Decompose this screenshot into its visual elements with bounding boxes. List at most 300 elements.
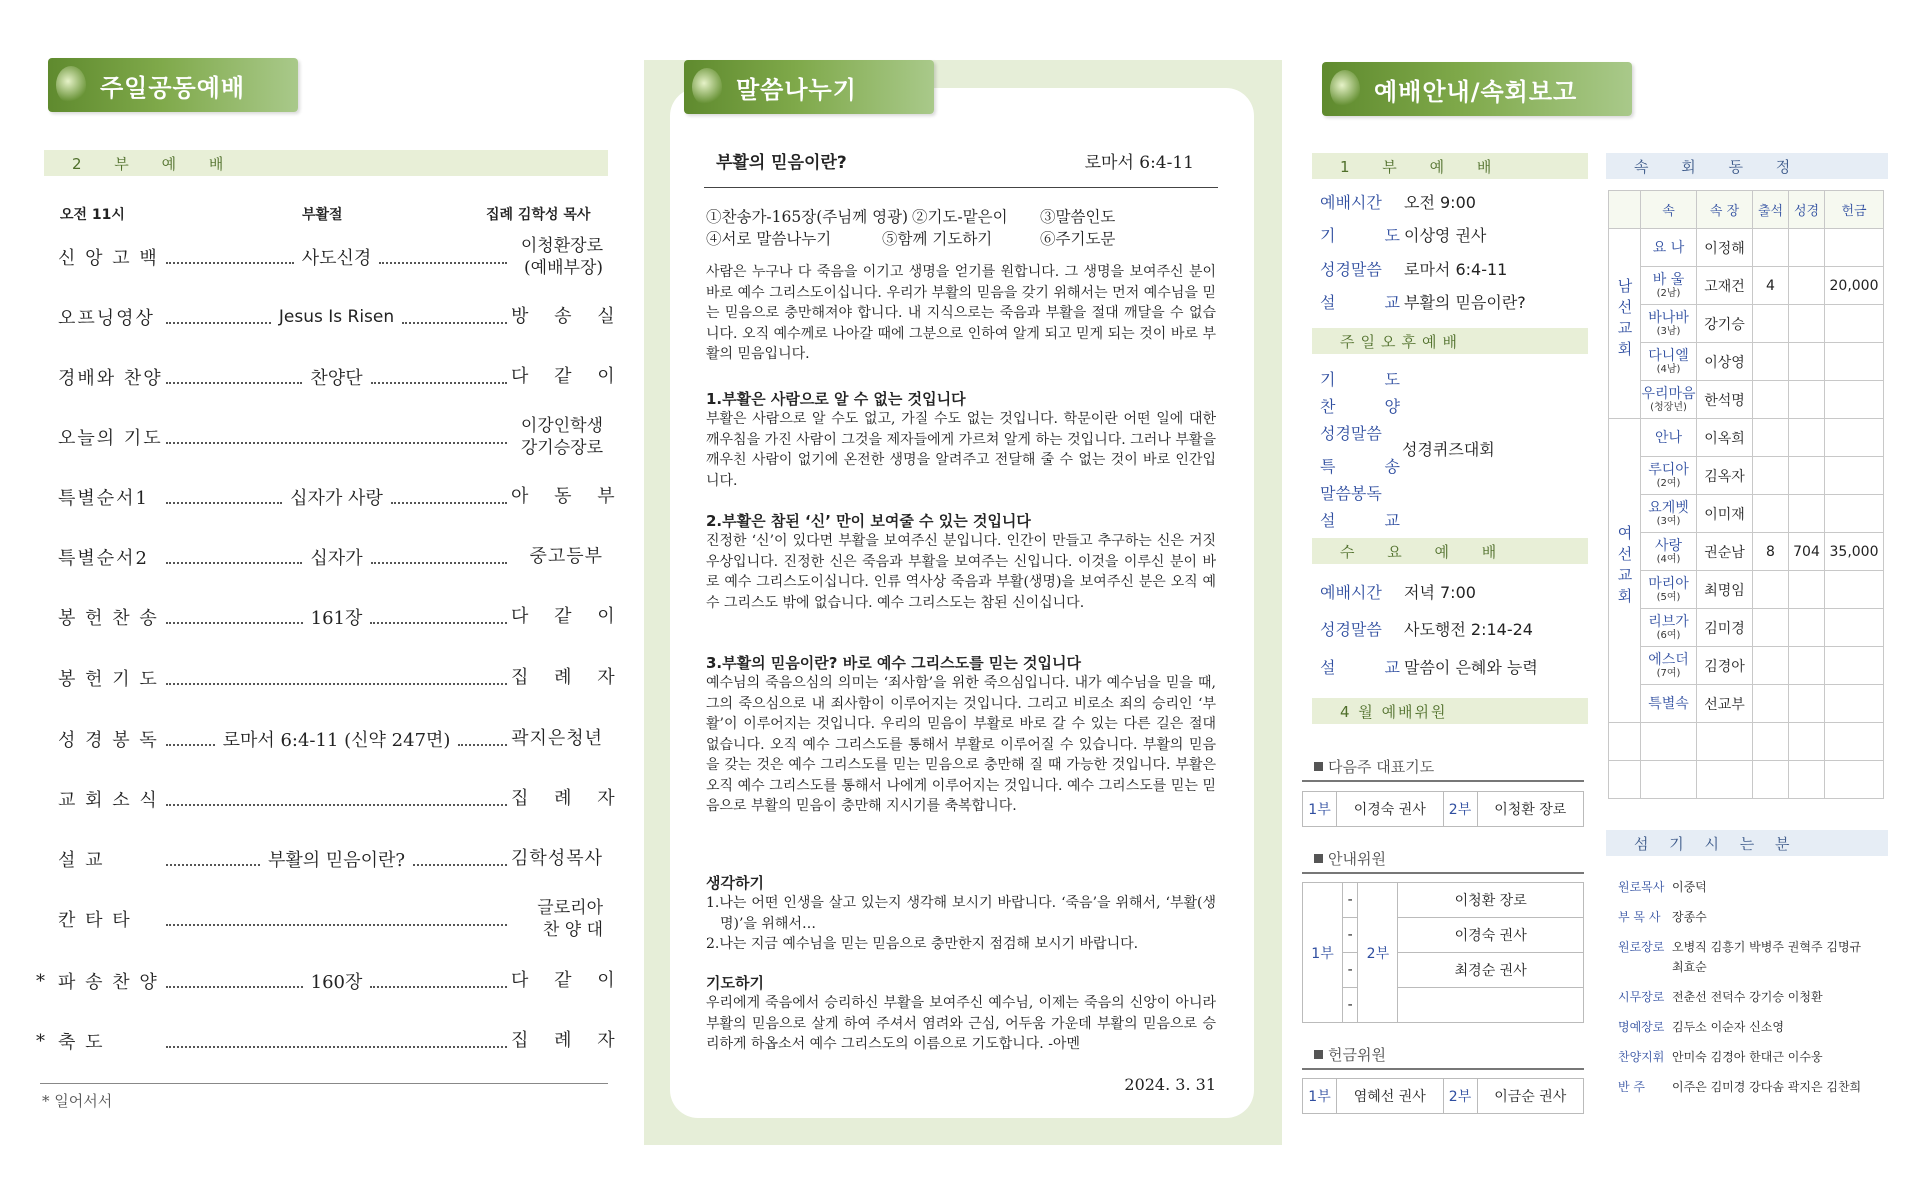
- cell-offering: [1825, 229, 1884, 267]
- cell-name-text: 리브가: [1648, 614, 1689, 630]
- leader-dots: [458, 744, 507, 746]
- bulletin-date: 2024. 3. 31: [1124, 1075, 1216, 1094]
- cell-name-text: 바나바: [1648, 310, 1689, 326]
- order-item-3: ③말씀인도: [1040, 208, 1116, 226]
- leader-line-1: 집 례 자: [511, 1030, 625, 1051]
- cell-name: [1641, 229, 1697, 267]
- servant-names: [1672, 988, 1823, 1005]
- cell-name: [1641, 457, 1697, 495]
- service-row: [58, 896, 603, 942]
- servants-section: 섬 기 시 는 분: [1606, 830, 1888, 856]
- april-committee-section: 4 월 예배위원: [1312, 698, 1588, 724]
- cell-name-text: 사랑: [1654, 538, 1683, 554]
- standing-mark: *: [36, 970, 45, 992]
- think-item-1: 1.나는 어떤 인생을 살고 있는지 생각해 보시기 바랍니다. ‘죽음’을 위해서, ‘부활(생명)’을 위해서…: [706, 895, 1216, 932]
- cell-row: [1609, 229, 1884, 267]
- cell-leader: 김옥자: [1697, 457, 1753, 495]
- service-item-leader: [511, 897, 603, 941]
- cell-offering: [1825, 419, 1884, 457]
- info-value: 부활의 믿음이란?: [1404, 293, 1526, 312]
- cell-attendance: [1753, 419, 1789, 457]
- cell-header: 성경: [1789, 191, 1825, 229]
- offering-table: [1302, 1078, 1584, 1114]
- servant-names-line: 오병직 김흥기 박병주 권혁주 김명규: [1672, 940, 1862, 954]
- mission-group-label: [1609, 419, 1641, 723]
- cell-row: [1609, 305, 1884, 343]
- left-bottom-rule: [40, 1083, 608, 1084]
- cell-offering: [1825, 457, 1884, 495]
- usher-1-4: -: [1343, 988, 1358, 1023]
- info-value: 이상영 권사: [1404, 226, 1487, 245]
- cell-leader: 이옥희: [1697, 419, 1753, 457]
- cell-name-sub: (7여): [1656, 668, 1681, 679]
- offering-part-1: 1부: [1303, 1079, 1337, 1114]
- leader-line-1: 글로리아: [537, 898, 603, 918]
- leader-dots: [371, 562, 507, 564]
- service-row: [36, 1018, 625, 1064]
- offering-heading: 헌금위원: [1314, 1044, 1386, 1065]
- cell-name: [1641, 685, 1697, 723]
- cell-row: [1609, 685, 1884, 723]
- service-item-name: 오프닝영상: [58, 308, 155, 329]
- cell-attendance: 8: [1753, 533, 1789, 571]
- wednesday-service-section: 수 요 예 배: [1312, 538, 1588, 564]
- info-label: 설 교: [1320, 658, 1422, 677]
- servant-row: [1618, 988, 1823, 1005]
- cell-header: 헌금: [1825, 191, 1884, 229]
- order-item-5: ⑤함께 기도하기: [882, 230, 993, 248]
- afternoon-label-row: [1320, 454, 1422, 477]
- afternoon-label: 설 교: [1320, 511, 1422, 530]
- leader-dots: [166, 924, 507, 926]
- cell-attendance: [1753, 229, 1789, 267]
- service-row: [58, 414, 603, 460]
- cell-name-text: 에스더: [1648, 652, 1689, 668]
- cell-leader: 최명임: [1697, 571, 1753, 609]
- cell-bible: [1789, 647, 1825, 685]
- leader-dots: [166, 262, 294, 264]
- next-prayer-rule: [1302, 780, 1584, 782]
- cell-name-text: 루디아: [1648, 462, 1689, 478]
- service-item-detail: Jesus Is Risen: [278, 307, 395, 327]
- cell-name-text: 우리마음: [1641, 386, 1696, 402]
- cell-offering: [1825, 343, 1884, 381]
- cell-empty-row: [1609, 723, 1884, 761]
- point-2-heading: 2.부활은 참된 ‘신’ 만이 보여줄 수 있는 것입니다: [706, 512, 1031, 530]
- point-2-body: 진정한 ‘신’이 있다면 부활을 보여주신 분입니다. 인간이 만들고 추구하는 신은 거짓 우상입니다. 진정한 신은 죽음과 부활을 보여주는 신입니다. 이것을 이루신 분이 바로 예수 그리스도이십니다. 인류 역사상 죽음과 부활(생명)을 보여주신 분은 오직 예수 그리스도 밖에 없습니다. 예수 그리스도는 참된 신이십니다.: [706, 533, 1216, 611]
- cell-name-text: 바 울: [1652, 272, 1685, 288]
- cell-leader: 이미재: [1697, 495, 1753, 533]
- info-row: [1320, 290, 1526, 313]
- offering-name-2: 이금순 권사: [1477, 1079, 1584, 1114]
- afternoon-label: 말씀봉독: [1320, 484, 1382, 503]
- next-prayer-name-2: 이청환 장로: [1477, 792, 1584, 827]
- cell-offering: [1825, 647, 1884, 685]
- cell-row: [1609, 571, 1884, 609]
- cell-name-sub: (5여): [1656, 592, 1681, 603]
- leader-dots: [371, 382, 507, 384]
- info-label: 성경말씀: [1320, 260, 1382, 279]
- cell-row: [1609, 343, 1884, 381]
- service-row: [58, 655, 625, 701]
- leader-dots: [370, 986, 507, 988]
- servant-names: [1672, 908, 1707, 925]
- service-item-leader: [511, 606, 625, 628]
- point-1-body: 부활은 사람으로 알 수도 없고, 가질 수도 없는 것입니다. 학문이란 어떤 일에 대한 깨우침을 가진 사람이 그것을 제자들에게 가르쳐 알게 하는 것입니다. 그러나 부활을 깨우친 사람이 없기에 온전한 생명을 알려주고 전달해 줄 수 없는 것이 바로 인간입니다.: [706, 411, 1216, 489]
- cell-name-sub: (4남): [1656, 364, 1681, 375]
- first-service-section: 1 부 예 배: [1312, 153, 1588, 179]
- cell-header: 속 장: [1697, 191, 1753, 229]
- leader-line-1: 다 같 이: [511, 970, 625, 991]
- usher-2-4: [1398, 988, 1584, 1023]
- servant-names: [1672, 1048, 1823, 1065]
- info-value: 말씀이 은혜와 능력: [1404, 658, 1538, 677]
- leader-dots: [166, 804, 507, 806]
- servant-role: 부 목 사: [1618, 910, 1661, 924]
- cell-attendance: [1753, 571, 1789, 609]
- servant-names-line: 안미숙 김경아 한대근 이수웅: [1672, 1050, 1823, 1064]
- cell-offering: [1825, 685, 1884, 723]
- order-item-2: ②기도-맡은이: [912, 208, 1008, 226]
- cell-name-text: 다니엘: [1648, 348, 1689, 364]
- offering-name-1: 염혜선 권사: [1337, 1079, 1444, 1114]
- service-item-name: 칸 타 타: [58, 910, 132, 931]
- next-prayer-heading: 다음주 대표기도: [1314, 756, 1434, 777]
- info-value: 로마서 6:4-11: [1404, 260, 1508, 279]
- cell-name-text: 요게벳: [1648, 500, 1689, 516]
- service-row: [58, 294, 625, 340]
- ushers-part-1: 1부: [1303, 883, 1343, 1023]
- servant-row: [1618, 938, 1861, 975]
- cell-bible: [1789, 343, 1825, 381]
- cell-name: [1641, 571, 1697, 609]
- service-row: [58, 716, 603, 762]
- cell-name-sub: (6여): [1656, 630, 1681, 641]
- leader-dots: [166, 502, 282, 504]
- second-service-section: 2 부 예 배: [44, 150, 608, 176]
- servant-row: [1618, 1018, 1784, 1035]
- service-item-leader: [511, 415, 603, 459]
- leader-dots: [166, 322, 271, 324]
- usher-2-2: 이경숙 권사: [1398, 918, 1584, 953]
- servant-role: 시무장로: [1618, 990, 1665, 1004]
- service-row: [58, 836, 603, 882]
- service-item-detail: 십자가 사랑: [290, 488, 383, 509]
- cell-report-section: 속 회 동 정: [1606, 153, 1888, 179]
- leader-dots: [166, 562, 302, 564]
- pray-heading: 기도하기: [706, 974, 764, 992]
- service-item-leader: [511, 667, 625, 689]
- service-item-name: 특별순서1: [58, 488, 150, 509]
- order-item-4: ④서로 말씀나누기: [706, 230, 832, 248]
- cell-leader: 한석명: [1697, 381, 1753, 419]
- leader-line-1: 이강인학생: [520, 416, 603, 436]
- cell-attendance: 4: [1753, 267, 1789, 305]
- service-row: [58, 234, 603, 280]
- cell-attendance: [1753, 305, 1789, 343]
- offering-rule: [1302, 1068, 1584, 1070]
- usher-2-1: 이청환 장로: [1398, 883, 1584, 918]
- leader-line-1: 아 동 부: [511, 486, 625, 507]
- service-item-name: 경배와 찬양: [58, 368, 163, 389]
- leader-line-2: (예배부장): [524, 258, 603, 278]
- service-item-name: 교 회 소 식: [58, 790, 159, 811]
- usher-1-3: -: [1343, 953, 1358, 988]
- usher-1-2: -: [1343, 918, 1358, 953]
- info-label: 기 도: [1320, 226, 1422, 245]
- cell-row: [1609, 533, 1884, 571]
- leader-line-1: 집 례 자: [511, 667, 625, 688]
- servant-names-line: 장종수: [1672, 910, 1707, 924]
- cell-header-row: [1609, 191, 1884, 229]
- leader-dots: [166, 986, 303, 988]
- leader-line-1: 다 같 이: [511, 606, 625, 627]
- cell-name-sub: (4여): [1656, 554, 1681, 565]
- servant-role: 원로장로: [1618, 940, 1665, 954]
- service-item-name: 축 도: [58, 1032, 105, 1053]
- leader-dots: [413, 864, 507, 866]
- info-row: [1320, 223, 1486, 246]
- cell-bible: [1789, 419, 1825, 457]
- cell-empty-row: [1609, 761, 1884, 799]
- cell-name: [1641, 495, 1697, 533]
- leader-dots: [166, 622, 303, 624]
- service-row: [58, 474, 625, 520]
- next-prayer-table: [1302, 791, 1584, 827]
- service-item-leader: [511, 848, 603, 870]
- cell-bible: [1789, 457, 1825, 495]
- cell-name: [1641, 609, 1697, 647]
- point-1-heading: 1.부활은 사람으로 알 수 없는 것입니다: [706, 390, 966, 408]
- think-item-2: 2.나는 지금 예수님을 믿는 믿음으로 충만한지 점검해 보시기 바랍니다.: [706, 936, 1139, 952]
- leader-dots: [391, 502, 507, 504]
- cell-bible: [1789, 305, 1825, 343]
- ushers-rule: [1302, 872, 1584, 874]
- servant-role: 명예장로: [1618, 1020, 1665, 1034]
- cell-bible: 704: [1789, 533, 1825, 571]
- usher-1-1: -: [1343, 883, 1358, 918]
- ushers-part-2: 2부: [1358, 883, 1398, 1023]
- pray-text: 우리에게 죽음에서 승리하신 부활을 보여주신 예수님, 이제는 죽음의 신앙이 아니라 부활의 믿음으로 살게 하여 주셔서 염려와 근심, 어두움 가운데 부활의 믿음으로 승리하게 하옵소서 예수 그리스도의 이름으로 기도합니다. -아멘: [706, 995, 1216, 1052]
- cell-leader: 이정해: [1697, 229, 1753, 267]
- leader-line-2: 찬 양 대: [542, 920, 603, 940]
- info-row: [1320, 617, 1533, 640]
- cell-attendance: [1753, 685, 1789, 723]
- service-item-leader: [511, 970, 625, 992]
- mission-group-text: 여선교회: [1615, 524, 1634, 609]
- service-item-name: 신 앙 고 백: [58, 248, 159, 269]
- service-item-detail: 사도신경: [301, 248, 372, 269]
- title-rule: [704, 187, 1218, 188]
- cell-name-sub: (2남): [1656, 288, 1681, 299]
- leader-line-1: 다 같 이: [511, 366, 625, 387]
- service-row: [58, 594, 625, 640]
- cell-row: [1609, 609, 1884, 647]
- cell-bible: [1789, 381, 1825, 419]
- cell-name-sub: (3남): [1656, 326, 1681, 337]
- point-3-heading: 3.부활의 믿음이란? 바로 예수 그리스도를 믿는 것입니다: [706, 654, 1081, 672]
- leader-line-1: 이청환장로: [520, 236, 603, 256]
- cell-offering: [1825, 381, 1884, 419]
- leader-line-2: 강기승장로: [520, 438, 603, 458]
- cell-attendance: [1753, 609, 1789, 647]
- cell-header: 출석: [1753, 191, 1789, 229]
- afternoon-label-row: [1320, 481, 1404, 504]
- cell-name-text: 마리아: [1648, 576, 1689, 592]
- cell-offering: [1825, 305, 1884, 343]
- cell-offering: [1825, 609, 1884, 647]
- cell-name: [1641, 419, 1697, 457]
- cell-offering: 20,000: [1825, 267, 1884, 305]
- cell-name-sub: (청장년): [1650, 402, 1687, 413]
- leader-line-1: 중고등부: [529, 546, 604, 567]
- service-item-leader: [511, 546, 603, 568]
- servant-names: [1672, 878, 1707, 895]
- service-item-detail: 로마서 6:4-11 (신약 247면): [222, 730, 451, 751]
- info-value: 사도행전 2:14-24: [1404, 620, 1533, 639]
- service-time: 오전 11시: [60, 207, 125, 223]
- cell-leader: 강기승: [1697, 305, 1753, 343]
- service-item-leader: [511, 306, 625, 328]
- servant-role: 원로목사: [1618, 880, 1665, 894]
- info-label: 성경말씀: [1320, 620, 1382, 639]
- cell-row: [1609, 381, 1884, 419]
- cell-header: 속: [1641, 191, 1697, 229]
- servant-row: [1618, 908, 1707, 925]
- cell-row: [1609, 267, 1884, 305]
- servant-names: [1672, 1018, 1784, 1035]
- cell-row: [1609, 495, 1884, 533]
- info-row: [1320, 655, 1538, 678]
- servant-role: 찬양지휘: [1618, 1050, 1665, 1064]
- cell-row: [1609, 457, 1884, 495]
- service-officiant: 집례 김학성 목사: [486, 207, 591, 223]
- cell-name-sub: (3여): [1656, 516, 1681, 527]
- service-item-leader: [511, 788, 625, 810]
- offering-part-2: 2부: [1443, 1079, 1477, 1114]
- ushers-heading: 안내위원: [1314, 848, 1386, 869]
- cell-attendance: [1753, 647, 1789, 685]
- service-item-detail: 찬양단: [310, 368, 363, 389]
- service-item-detail: 부활의 믿음이란?: [267, 850, 406, 871]
- cell-bible: [1789, 685, 1825, 723]
- leader-line-1: 김학성목사: [511, 848, 603, 869]
- cell-bible: [1789, 495, 1825, 533]
- service-occasion: 부활절: [302, 207, 343, 223]
- service-item-detail: 161장: [310, 608, 363, 629]
- leader-dots: [166, 382, 302, 384]
- afternoon-label: 기 도: [1320, 370, 1422, 389]
- cell-name-text: 안나: [1654, 429, 1683, 446]
- service-item-detail: 160장: [310, 972, 363, 993]
- order-item-6: ⑥주기도문: [1040, 230, 1116, 248]
- usher-2-3: 최경순 권사: [1398, 953, 1584, 988]
- service-item-detail: 십자가: [310, 548, 363, 569]
- cell-leader: 이상영: [1697, 343, 1753, 381]
- cell-offering: [1825, 571, 1884, 609]
- standing-mark: *: [36, 1030, 45, 1052]
- cell-leader: 김경아: [1697, 647, 1753, 685]
- cell-name: [1641, 267, 1697, 305]
- afternoon-note: 성경퀴즈대회: [1402, 440, 1495, 459]
- cell-row: [1609, 419, 1884, 457]
- info-label: 예배시간: [1320, 193, 1382, 212]
- sermon-title: 부활의 믿음이란?: [716, 153, 847, 173]
- afternoon-label: 특 송: [1320, 457, 1422, 476]
- cell-bible: [1789, 229, 1825, 267]
- leader-dots: [166, 864, 260, 866]
- cell-attendance: [1753, 457, 1789, 495]
- next-prayer-part-2: 2부: [1443, 792, 1477, 827]
- servant-names-line: 이중덕: [1672, 880, 1707, 894]
- leader-dots: [370, 622, 507, 624]
- service-item-leader: [511, 728, 603, 750]
- cell-leader: 선교부: [1697, 685, 1753, 723]
- afternoon-service-section: 주일오후예배: [1312, 328, 1588, 354]
- mission-group-label: [1609, 229, 1641, 419]
- servant-role: 반 주: [1618, 1080, 1645, 1094]
- cell-name: [1641, 533, 1697, 571]
- cell-offering: 35,000: [1825, 533, 1884, 571]
- service-item-leader: [511, 1030, 625, 1052]
- cell-name-text: 특별속: [1648, 695, 1689, 712]
- afternoon-label: 성경말씀: [1320, 424, 1382, 443]
- cell-header-blank: [1609, 191, 1641, 229]
- standing-footnote: * 일어서서: [42, 1092, 113, 1110]
- afternoon-label-row: [1320, 394, 1422, 417]
- info-value: 오전 9:00: [1404, 193, 1476, 212]
- service-row: [36, 958, 625, 1004]
- next-prayer-part-1: 1부: [1303, 792, 1337, 827]
- cell-attendance: [1753, 343, 1789, 381]
- servant-names-line: 이주은 김미경 강다솜 곽지은 김찬희: [1672, 1080, 1862, 1094]
- leader-dots: [379, 262, 507, 264]
- afternoon-label-row: [1320, 367, 1422, 390]
- servant-row: [1618, 1078, 1861, 1095]
- cell-row: [1609, 647, 1884, 685]
- cell-name-text: 요 나: [1652, 239, 1685, 256]
- service-item-name: 파 송 찬 양: [58, 972, 159, 993]
- cell-report-table: [1608, 190, 1884, 799]
- notice-banner: 예배안내/속회보고: [1322, 62, 1632, 116]
- point-3-body: 예수님의 죽음으심의 의미는 ‘죄사함’을 위한 죽으심입니다. 내가 예수님을 믿을 때, 그의 죽으심으로 내 죄사함이 이루어지는 것입니다. 그리고 비로소 죄의 승리인 ‘부활’이 이루어지는 것입니다. 우리의 믿음이 부활로 바로 갈 수 있는 다른 길은 절대 없습니다. 오직 예수 그리스도를 통해서 부활로 이루어질 수 있습니다. 부활의 믿음을 갖는 것은 예수 그리스도를 믿는 믿음으로 충만해 질 때 가능한 것입니다. 부활은 오직 예수 그리스도를 통해서 나에게 이루어지는 것입니다. 예수 그리스도를 믿는 믿음으로 부활의 믿음이 충만해 지시기를 축복합니다.: [706, 675, 1216, 814]
- think-heading: 생각하기: [706, 874, 764, 892]
- next-prayer-name-1: 이경숙 권사: [1337, 792, 1444, 827]
- sermon-intro: 사람은 누구나 다 죽음을 이기고 생명을 얻기를 원합니다. 그 생명을 보여주신 분이 바로 예수 그리스도이십니다. 우리가 부활의 믿음을 갖기 위해서는 먼저 예수님을 믿는 믿음으로 충만해져야 합니다. 내 지식으로는 죽음과 부활을 절대 깨달을 수 없습니다. 오직 예수께로 나아갈 때에 그분으로 인하여 알게 되고 믿게 되는 것이 바로 부활의 믿음입니다.: [706, 264, 1216, 362]
- info-row: [1320, 190, 1476, 213]
- cell-name: [1641, 305, 1697, 343]
- afternoon-label-row: [1320, 421, 1404, 444]
- service-row: [58, 776, 625, 822]
- leader-dots: [166, 683, 507, 685]
- leader-line-1: 방 송 실: [511, 306, 625, 327]
- cell-bible: [1789, 571, 1825, 609]
- cell-name: [1641, 381, 1697, 419]
- service-item-leader: [511, 486, 625, 508]
- mission-group-text: 남선교회: [1615, 277, 1634, 362]
- cell-leader: 권순남: [1697, 533, 1753, 571]
- afternoon-label-row: [1320, 508, 1422, 531]
- cell-attendance: [1753, 381, 1789, 419]
- service-item-name: 봉 헌 기 도: [58, 669, 159, 690]
- cell-attendance: [1753, 495, 1789, 533]
- cell-name-sub: (2여): [1656, 478, 1681, 489]
- servant-names-line-2: 최효순: [1672, 960, 1707, 974]
- sermon-reference: 로마서 6:4-11: [1084, 153, 1194, 173]
- cell-offering: [1825, 495, 1884, 533]
- leader-line-1: 곽지은청년: [511, 728, 604, 749]
- ushers-table: [1302, 882, 1584, 1023]
